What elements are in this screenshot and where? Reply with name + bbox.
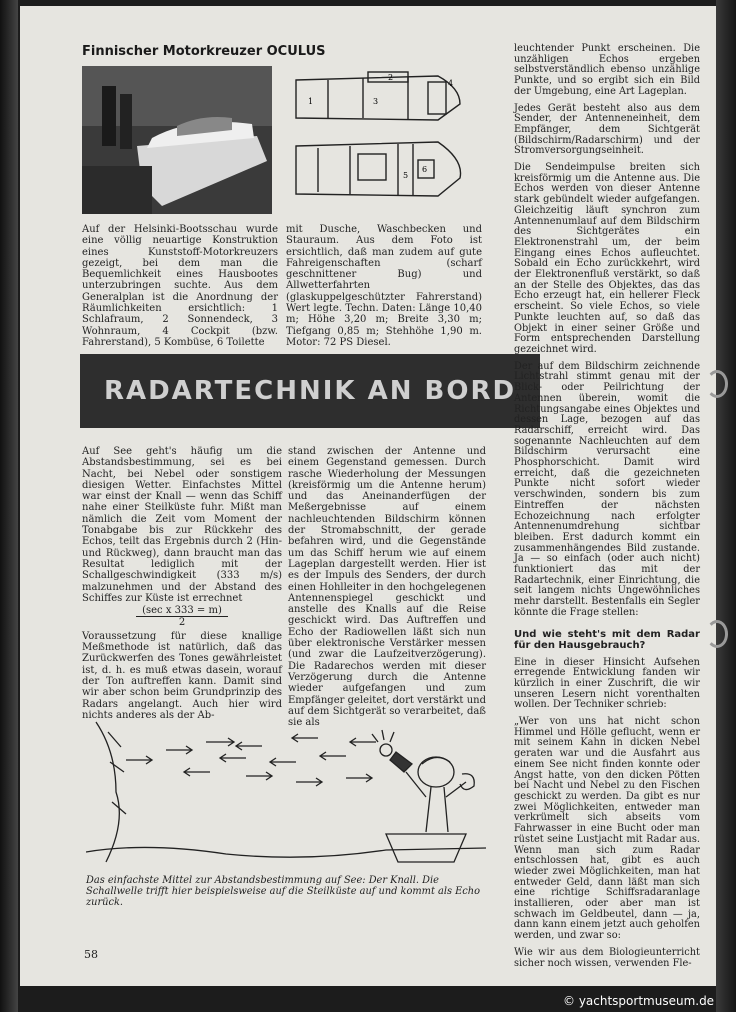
page-edge xyxy=(716,0,736,1012)
binding-ring xyxy=(706,620,728,648)
banner-title: RADARTECHNIK AN BORD xyxy=(103,376,517,406)
general-plan xyxy=(288,68,466,208)
plan-label: 5 xyxy=(403,171,409,180)
page-number: 58 xyxy=(84,948,98,961)
section-banner xyxy=(80,354,540,428)
subheading: Und wie steht's mit dem Radar für den Hausgebrauch? xyxy=(514,628,700,652)
plan-label: 3 xyxy=(373,97,379,106)
watermark: © yachtsportmuseum.de xyxy=(563,994,715,1008)
echo-formula: (sec x 333 = m) 2 xyxy=(82,605,282,629)
boat-photo xyxy=(82,66,272,214)
plan-label: 1 xyxy=(308,97,314,106)
oculus-text-col2: mit Dusche, Waschbecken und Stauraum. Aus dem Foto ist ersichtlich, daß man zudem auf gute Fahreigenschaften (scharf geschnittener Bug) und Allwetterfahrten (glaskuppelgeschützter Fahrerstand) Wert legte. Techn. Daten: Länge 10,40 m; Höhe 3,20 m; Breite 3,30 m; Tiefgang 0,85 m; Stehhöhe 1,90 m. Motor: 72 PS Diesel. xyxy=(286,224,482,348)
radar-text-col1: Auf See geht's häufig um die Abstandsbestimmung, sei es bei Nacht, bei Nebel oder sonstigem diesigen Wetter. Einfachstes Mittel war einst der Knall — wenn das Schiff nahe einer Steilküste fuhr. Mißt man nämlich die Zeit vom Moment der Tonabgabe bis zur Rückkehr des Echos, teilt das Ergebnis durch 2 (Hin- und Rückweg), dann braucht man das Resultat lediglich mit der Schallgeschwindigkeit (333 m/s) malzunehmen und der Abstand des Schiffes zur Küste ist errechnet (sec x 333 = m) 2 Voraussetzung für diese knallige Meßmethode ist natürlich, daß das Zurückwerfen des Tones gewährleistet ist, d. h. es muß etwas dasein, worauf der Ton auftreffen kann. Damit sind wir aber schon beim Grundprinzip des Radars angelangt. Auch hier wird nichts anderes als der Ab- xyxy=(82,446,282,721)
oculus-text-col1: Auf der Helsinki-Bootsschau wurde eine völlig neuartige Konstruktion eines Kunststoff-Motorkreuzers gezeigt, bei dem man die Bequemlichkeit eines Hausbootes unterzubringen suchte. Aus dem Generalplan ist die Anordnung der Räumlichkeiten ersichtlich: 1 Schlafraum, 2 Sonnendeck, 3 Wohnraum, 4 Cockpit (bzw. Fahrerstand), 5 Kombüse, 6 Toilette xyxy=(82,224,278,348)
radar-text-col3: leuchtender Punkt erscheinen. Die unzähligen Echos ergeben selbstverständlich ebenso unzählige Punkte, und so ergibt sich ein Bild der Umgebung, eine Art Lageplan. Jedes Gerät besteht also aus dem Sender, der Antenneneinheit, dem Empfänger, dem Sichtgerät (Bildschirm/Radarschirm) und der Stromversorgungseinheit. Die Sendeimpulse breiten sich kreisförmig um die Antenne aus. Die Echos werden von dieser Antenne stark gebündelt wieder aufgefangen. Gleichzeitig läuft synchron zum Antennenumlauf auf dem Bildschirm des Sichtgerätes ein Elektronenstrahl um, der beim Eingang eines Echos aufleuchtet. Sobald ein Echo zurückkehrt, wird der Elektronenfluß verstärkt, so daß an der Stelle des Objektes, das das Echo erzeugt hat, ein hellerer Fleck erscheint. So viele Echos, so viele Punkte leuchten auf, so daß das Objekt in einer seiner Größe und Form entsprechenden Darstellung gezeichnet wird. Der auf dem Bildschirm zeichnende Lichtstrahl stimmt genau mit der Blick- oder Peilrichtung der Antennen überein, womit die Richtungsangabe eines Objektes und dessen Lage, bezogen auf das Radarschiff, erreicht wird. Das sogenannte Nachleuchten auf dem Bildschirm verursacht eine Phosphorschicht. Damit wird erreicht, daß die gezeichneten Punkte nicht sofort wieder verschwinden, sondern bis zum Eintreffen der nächsten Echozeichnung nach erfolgter Antennenumdrehung sichtbar bleiben. Erst dadurch kommt ein zusammenhängendes Bild zustande. Ja — so einfach (oder auch nicht) funktioniert das mit der Radartechnik, einer Einrichtung, die seit langem nichts Ungewöhnliches mehr darstellt. Bestenfalls ein Segler könnte die Frage stellen: Und wie steht's mit dem Radar für den Hausgebrauch? Eine in dieser Hinsicht Aufsehen erregende Entwicklung fanden wir kürzlich in einer Zuschrift, die wir unseren Lesern nicht vorenthalten wollen. Der Techniker schrieb: „Wer von uns hat nicht schon Himmel und Hölle geflucht, wenn er mit seinem Kahn in dicken Nebel geraten war und die Ausfahrt aus einem See nicht finden konnte oder Angst hatte, von den dicken Pötten bei Nacht und Nebel zu den Fischen geschickt zu werden. Da gibt es nur zwei Möglichkeiten, entweder man verkrümelt sich abseits vom Fahrwasser in eine Bucht oder man rüstet seine Lustjacht mit Radar aus. Wenn man sich zum Radar entschlossen hat, gibt es auch wieder zwei Möglichkeiten, man hat entweder Geld, dann läßt man sich eine richtige Schiffsradaranlage installieren, oder aber man ist schwach im Geldbeutel, dann — ja, dann kann einem jetzt auch geholfen werden, und zwar so: Wie wir aus dem Biologieunterricht sicher noch wissen, verwenden Fle- xyxy=(514,43,700,969)
cartoon-caption: Das einfachste Mittel zur Abstandsbestimmung auf See: Der Knall. Die Schallwelle trifft hier beispielsweise auf die Steilküste auf und kommt als Echo zurück. xyxy=(86,875,480,908)
binding-ring xyxy=(706,370,728,398)
book-spine xyxy=(0,0,18,1012)
article-title: Finnischer Motorkreuzer OCULUS xyxy=(82,44,326,59)
plan-label: 6 xyxy=(422,165,428,174)
radar-text-col2: stand zwischen der Antenne und einem Gegenstand gemessen. Durch rasche Wiederholung der Messungen (kreisförmig um die Antenne herum) und das Aneinanderfügen der Meßergebnisse auf einem nachleuchtenden Bildschirm können der Stromabschnitt, der gerade befahren wird, und die Gegenstände um das Schiff herum wie auf einem Lageplan dargestellt werden. Hier ist es der Impuls des Senders, der durch einen Hohlleiter in den hochgelegenen Antennenspiegel geschickt und anstelle des Knalls auf die Reise geschickt wird. Das Auftreffen und Echo der Radiowellen läßt sich nun über elektronische Verstärker messen (und zwar die Laufzeitverzögerung). Die Radarechos werden mit dieser Verzögerung durch die Antenne wieder aufgefangen und zum Empfänger geleitet, dort verstärkt und auf dem Sichtgerät so verarbeitet, daß sie als xyxy=(288,446,486,729)
boat-photo-drawing xyxy=(82,66,272,214)
plan-label: 4 xyxy=(448,79,454,88)
echo-cartoon xyxy=(86,702,486,872)
plan-label: 2 xyxy=(388,73,394,82)
